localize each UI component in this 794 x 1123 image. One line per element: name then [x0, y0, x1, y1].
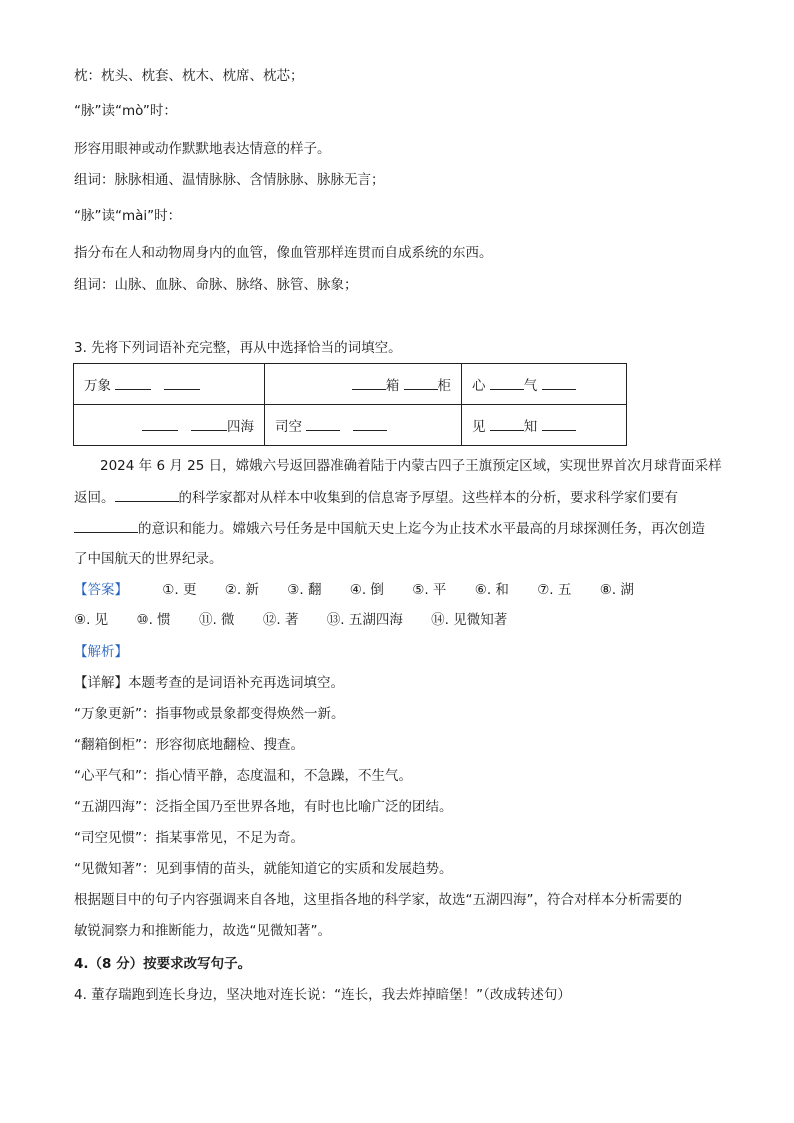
passage-line: 返回。 的科学家都对从样本中收集到的信息寄予厚望。这些样本的分析，要求科学家们要有	[74, 487, 678, 508]
answer-item: ③. 翻	[287, 582, 322, 598]
detail-line: 【详解】本题考查的是词语补充再选词填空。	[74, 675, 344, 691]
conclusion-line: 根据题目中的句子内容强调来自各地，这里指各地的科学家，故选“五湖四海”，符合对样本分析需要的	[74, 892, 682, 908]
analysis-label: 【解析】	[74, 644, 128, 660]
table-cell: 万象	[74, 364, 265, 405]
detail-label: 【详解】	[74, 675, 128, 691]
answer-item: ⑬. 五湖四海	[326, 612, 403, 628]
explanation-line: “万象更新”：指事物或景象都变得焕然一新。	[74, 706, 345, 722]
answer-item: ⑫. 著	[262, 612, 299, 628]
table-cell: 见 知	[462, 405, 627, 446]
question-4-heading: 4.（8 分）按要求改写句子。	[74, 956, 252, 972]
text-line: 形容用眼神或动作默默地表达情意的样子。	[74, 141, 331, 157]
passage-line: 了中国航天的世界纪录。	[74, 551, 223, 567]
text-line: “脉”读“mò”时：	[74, 103, 177, 119]
answer-row	[74, 580, 634, 600]
text-line: 指分布在人和动物周身内的血管，像血管那样连贯而自成系统的东西。	[74, 245, 493, 261]
answer-item: ②. 新	[224, 582, 259, 598]
explanation-line: “见微知著”：见到事情的苗头，就能知道它的实质和发展趋势。	[74, 861, 453, 877]
answer-item: ①. 更	[162, 582, 197, 598]
table-cell: 心 气	[462, 364, 627, 405]
text-line: 组词：脉脉相通、温情脉脉、含情脉脉、脉脉无言；	[74, 172, 385, 188]
answer-item: ④. 倒	[349, 582, 384, 598]
answer-item: ⑪. 微	[198, 612, 235, 628]
answer-label: 【答案】	[74, 582, 128, 598]
conclusion-line: 敏锐洞察力和推断能力，故选“见微知著”。	[74, 923, 331, 939]
table-cell: 四海	[74, 405, 265, 446]
explanation-line: “五湖四海”：泛指全国乃至世界各地，有时也比喻广泛的团结。	[74, 799, 453, 815]
table-cell: 箱 柜	[265, 364, 462, 405]
answer-item: ⑧. 湖	[599, 582, 634, 598]
fill-in-table	[73, 363, 627, 446]
explanation-line: “翻箱倒柜”：形容彻底地翻检、搜查。	[74, 737, 304, 753]
text-line: “脉”读“mài”时：	[74, 208, 182, 224]
answer-item: ⑨. 见	[74, 612, 109, 628]
text-line: 组词：山脉、血脉、命脉、脉络、脉管、脉象；	[74, 277, 358, 293]
answer-row	[74, 610, 531, 630]
passage-line: 2024 年 6 月 25 日，嫦娥六号返回器准确着陆于内蒙古四子王旗预定区域，实现世界首次月球背面采样	[100, 458, 722, 474]
answer-item: ⑦. 五	[537, 582, 572, 598]
question-4-item: 4. 董存瑞跑到连长身边，坚决地对连长说：“连长，我去炸掉暗堡！”（改成转述句）	[74, 987, 571, 1003]
text-line: 枕：枕头、枕套、枕木、枕席、枕芯；	[74, 68, 304, 84]
answer-item: ⑤. 平	[412, 582, 447, 598]
answer-item: ⑭. 见微知著	[431, 612, 508, 628]
answer-item: ⑥. 和	[474, 582, 509, 598]
question-3-title: 3. 先将下列词语补充完整，再从中选择恰当的词填空。	[74, 340, 402, 356]
explanation-line: “司空见惯”：指某事常见，不足为奇。	[74, 830, 304, 846]
explanation-line: “心平气和”：指心情平静，态度温和，不急躁，不生气。	[74, 768, 412, 784]
answer-item: ⑩. 惯	[136, 612, 171, 628]
table-cell: 司空	[265, 405, 462, 446]
passage-line: 的意识和能力。嫦娥六号任务是中国航天史上迄今为止技术水平最高的月球探测任务，再次创造	[74, 518, 705, 539]
